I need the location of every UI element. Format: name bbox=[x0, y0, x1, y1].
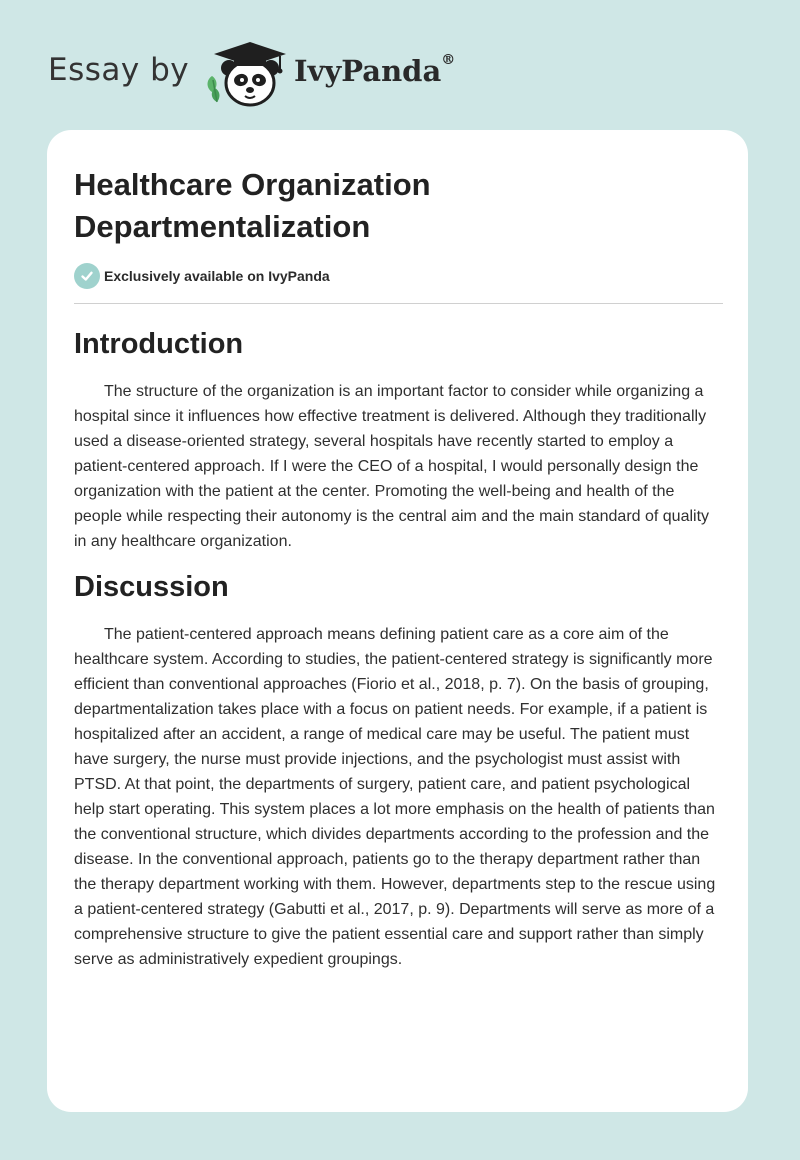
registered-mark: ® bbox=[441, 52, 456, 68]
brand-name[interactable] bbox=[294, 54, 455, 88]
exclusive-badge bbox=[74, 263, 330, 289]
section-heading: Introduction bbox=[74, 328, 244, 360]
section-heading: Discussion bbox=[74, 571, 229, 603]
essay-body bbox=[74, 324, 723, 985]
page-title: Healthcare Organization Departmentalization bbox=[74, 167, 431, 244]
essay-by-label: Essay by bbox=[48, 52, 190, 88]
essay-card bbox=[47, 130, 748, 1112]
title-divider bbox=[74, 303, 723, 304]
paragraph: The structure of the organization is an important factor to consider while organizing a hospital since it influences how effective treatment is delivered. Although they traditionally used a disease-oriented strategy, several hospitals have recently started to employ a patient-centered approach. If I were the CEO of a hospital, I would personally design the organization with the patient at the center. Promoting the well-being and health of the people while respecting their autonomy is the central aim and the main standard of quality in any healthcare organization. bbox=[74, 383, 710, 550]
exclusive-badge-text: Exclusively available on IvyPanda bbox=[104, 268, 330, 284]
check-circle-icon bbox=[74, 263, 100, 289]
paragraph: The patient-centered approach means defining patient care as a core aim of the healthcare system. According to studies, the patient-centered strategy is significantly more efficient than conventional approaches (Fiorio et al., 2018, p. 7). On the basis of grouping, departmentalization takes place with a focus on patient needs. For example, if a patient is hospitalized after an accident, a range of medical care may be useful. The patient must have surgery, the nurse must provide injections, and the psychologist must assist with PTSD. At that point, the departments of surgery, patient care, and patient psychological help start operating. This system places a lot more emphasis on the health of patients than the conventional structure, which divides departments according to the profession and the disease. In the conventional approach, patients go to the therapy department rather than the therapy department working with them. However, departments step to the rescue using a patient-centered strategy (Gabutti et al., 2017, p. 9). Departments will serve as more of a comprehensive structure to give the patient essential care and support rather than simply serve as administratively expedient groupings. bbox=[74, 626, 716, 968]
panda-graduate-icon[interactable] bbox=[202, 36, 292, 108]
section-discussion bbox=[74, 567, 723, 972]
section-introduction bbox=[74, 324, 723, 554]
brand-name-text: IvyPanda bbox=[294, 54, 442, 88]
brand-header bbox=[48, 36, 468, 106]
